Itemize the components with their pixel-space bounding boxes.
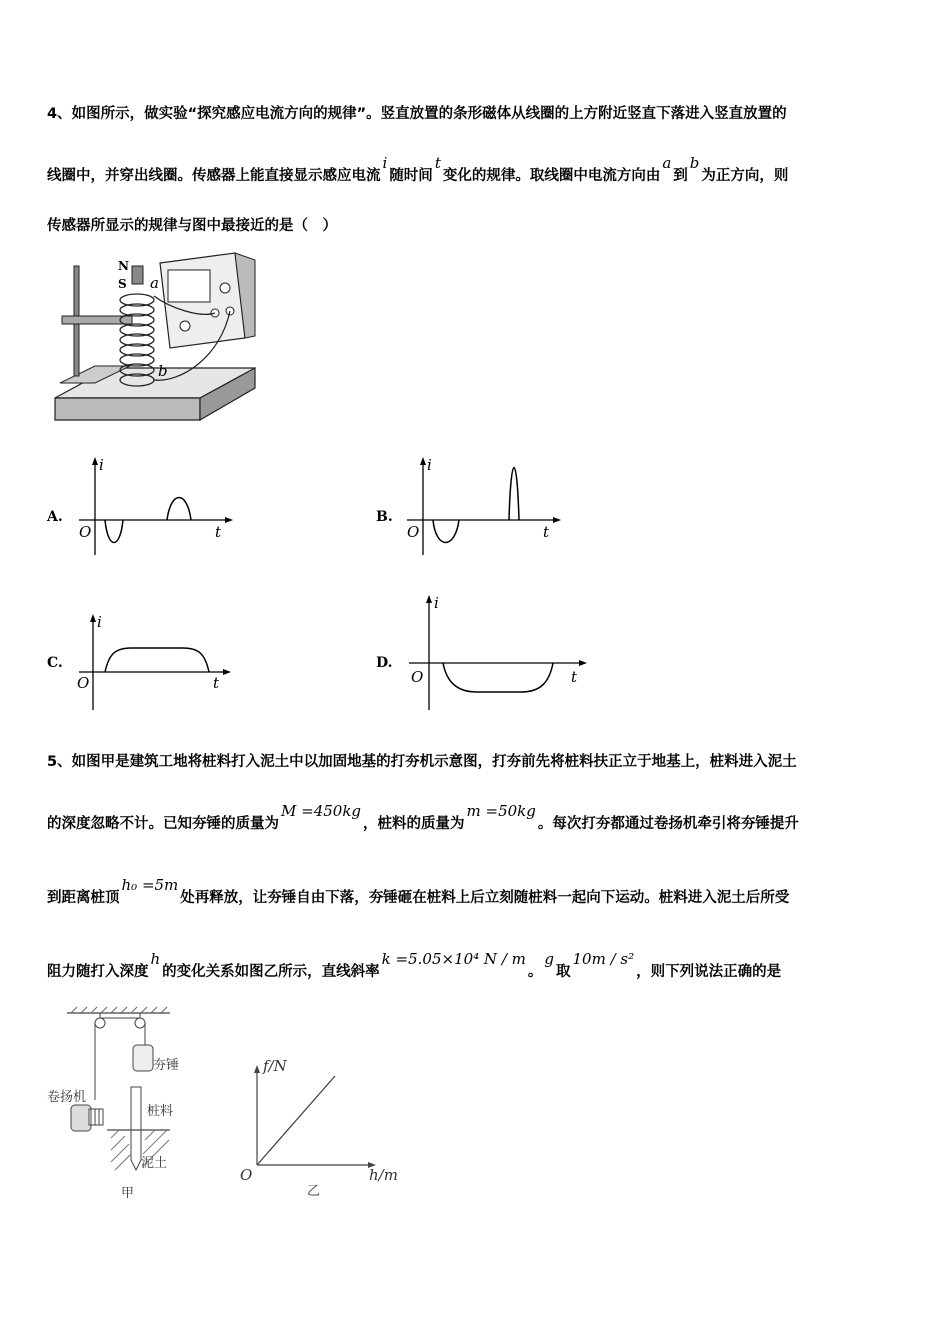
- q5-line-4-c: 。: [527, 964, 543, 980]
- option-a-y-axis-label: i: [99, 456, 104, 474]
- hammer-label: 夯锤: [153, 1058, 180, 1073]
- q5-line-3: [47, 876, 790, 907]
- fig-jia-caption: 甲: [121, 1186, 135, 1201]
- coil-a-label: a: [150, 274, 159, 292]
- option-a-x-axis-label: t: [215, 523, 222, 541]
- q5-line-4-d: 取: [555, 964, 571, 980]
- option-d-x-axis-label: t: [571, 668, 578, 686]
- fig-yi-caption: 乙: [307, 1184, 321, 1199]
- q5-line-2-a: 的深度忽略不计。已知夯锤的质量为: [47, 816, 279, 832]
- q5-line-1: 5、如图甲是建筑工地将桩料打入泥土中以加固地基的打夯机示意图，打夯前先将桩料扶正立于地基上，桩料进入泥土: [47, 754, 797, 770]
- q5-line-2-b: ，桩料的质量为: [363, 816, 465, 832]
- option-a-label[interactable]: A.: [47, 509, 63, 525]
- q4-var-a: a: [662, 154, 672, 172]
- q4-line-2-d: 到: [673, 168, 688, 184]
- q4-var-b: b: [689, 154, 700, 172]
- q4-line-1: 4、如图所示，做实验“探究感应电流方向的规律”。竖直放置的条形磁体从线圈的上方附近竖直下落进入竖直放置的: [47, 106, 787, 122]
- magnet-n-label: N: [118, 259, 129, 273]
- option-b-x-axis-label: t: [543, 523, 550, 541]
- q4-line-2: [47, 154, 789, 185]
- option-d-graph[interactable]: [403, 592, 593, 712]
- winch-label: 卷扬机: [47, 1090, 87, 1105]
- q5-eq-h0: h₀ =5m: [121, 876, 179, 894]
- q4-line-2-e: 为正方向，则: [701, 168, 789, 184]
- option-b-y-axis-label: i: [427, 456, 432, 474]
- option-b-origin-label: O: [407, 523, 420, 541]
- fig-yi-x-axis-label: h/m: [369, 1166, 398, 1184]
- option-c-label[interactable]: C.: [47, 655, 63, 671]
- q4-apparatus-figure: [50, 248, 255, 428]
- q5-line-3-a: 到距离桩顶: [47, 890, 120, 906]
- option-c-graph[interactable]: [75, 612, 235, 712]
- q4-var-t: t: [434, 154, 441, 172]
- q4-var-i: i: [382, 154, 388, 172]
- fig-yi-force-depth-graph: [235, 1050, 405, 1200]
- q4-line-3: 传感器所显示的规律与图中最接近的是（ ）: [47, 218, 337, 234]
- option-c-origin-label: O: [77, 674, 90, 692]
- q5-line-4-b: 的变化关系如图乙所示，直线斜率: [162, 964, 380, 980]
- q5-line-3-b: 处再释放，让夯锤自由下落，夯锤砸在桩料上后立刻随桩料一起向下运动。桩料进入泥土后所受: [180, 890, 790, 906]
- q4-line-2-c: 变化的规律。取线圈中电流方向由: [442, 168, 661, 184]
- magnet-s-label: S: [118, 277, 127, 291]
- q5-line-4-e: ，则下列说法正确的是: [636, 964, 782, 980]
- q5-line-4: [47, 950, 782, 981]
- q5-eq-M: M =450kg: [281, 802, 362, 820]
- q5-line-2: [47, 802, 799, 833]
- q5-line-2-c: 。每次打夯都通过卷扬机牵引将夯锤提升: [537, 816, 799, 832]
- option-d-origin-label: O: [411, 668, 424, 686]
- option-c-x-axis-label: t: [213, 674, 220, 692]
- fig-jia-pile-driver: [45, 1005, 205, 1205]
- coil-b-label: b: [158, 362, 168, 380]
- q5-var-g: g: [544, 950, 554, 968]
- q5-eq-g: 10m / s²: [572, 950, 635, 968]
- q4-line-2-b: 随时间: [389, 168, 433, 184]
- option-b-graph[interactable]: [403, 455, 563, 555]
- q5-line-4-a: 阻力随打入深度: [47, 964, 149, 980]
- soil-label: 泥土: [141, 1156, 168, 1171]
- option-b-label[interactable]: B.: [376, 509, 393, 525]
- option-a-graph[interactable]: [75, 455, 235, 555]
- q5-var-h: h: [150, 950, 161, 968]
- q5-eq-k: k =5.05×10⁴ N / m: [381, 950, 526, 968]
- option-d-y-axis-label: i: [434, 594, 439, 612]
- option-c-y-axis-label: i: [97, 613, 102, 631]
- fig-yi-origin-label: O: [240, 1166, 253, 1184]
- q5-eq-m: m =50kg: [466, 802, 536, 820]
- option-a-origin-label: O: [79, 523, 92, 541]
- pile-label: 桩料: [147, 1104, 174, 1119]
- q4-line-2-a: 线圈中，并穿出线圈。传感器上能直接显示感应电流: [47, 168, 381, 184]
- fig-yi-y-axis-label: f/N: [263, 1057, 287, 1075]
- option-d-label[interactable]: D.: [376, 655, 393, 671]
